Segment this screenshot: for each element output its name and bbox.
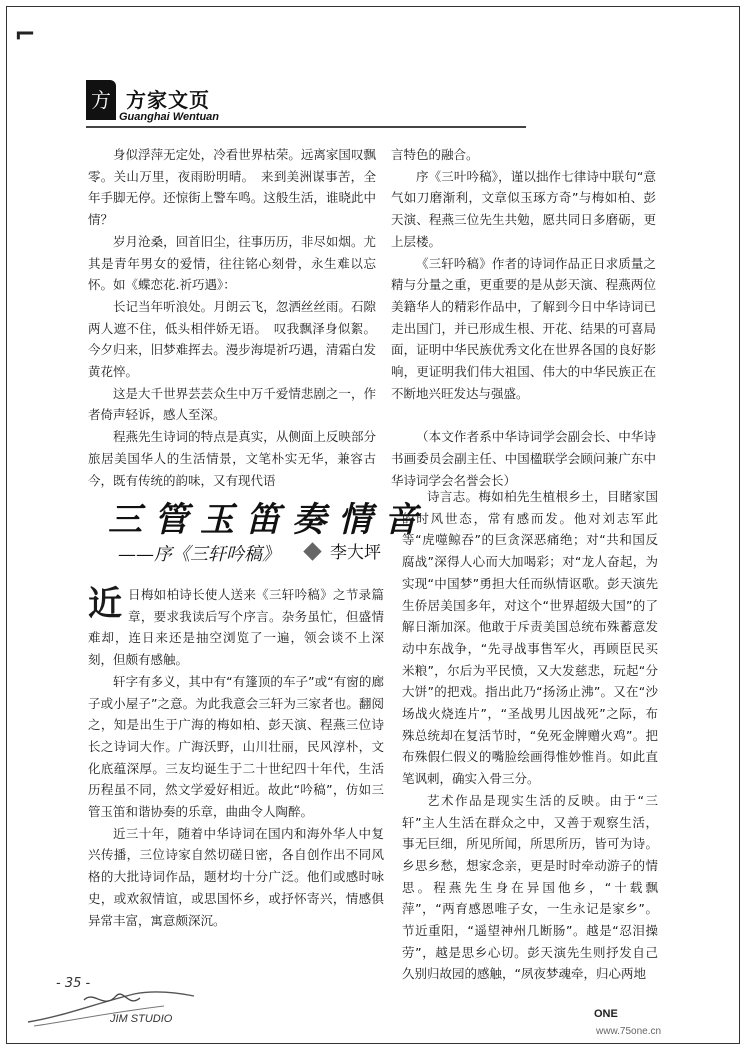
section-subtitle: Guanghai Wentuan xyxy=(119,111,220,123)
studio-text: JIM STUDIO xyxy=(110,1013,173,1025)
paragraph: 岁月沧桑，回首旧尘，往事历历，非尽如烟。尤其是青年男女的爱情，往往铭心刻骨，永生难以忘怀。如《蝶恋花.祈巧遇》： xyxy=(88,233,376,293)
paragraph: 《三轩吟稿》作者的诗词作品正日求质量之精与分量之重，更重要的是从彭天演、程燕两位美籍华人的精彩作品中，了解到今日中华诗词已走出国门，并已形成生根、开花、结果的可喜局面，证明中华民族优秀文化在世界各国的良好影响，更证明我们伟大祖国、伟大的中华民族正在不断地兴旺发达与强盛。 xyxy=(391,255,656,401)
section-logo-icon: 方 xyxy=(86,80,116,120)
section-title: 方家文页 xyxy=(126,88,210,112)
first-paragraph xyxy=(88,584,384,671)
paragraph: 这是大千世界芸芸众生中万千爱情悲剧之一，作者倚声轻诉，感人至深。 xyxy=(88,385,376,423)
studio-signature-logo xyxy=(24,986,204,1028)
paragraph: 言特色的融合。 xyxy=(391,147,479,162)
author-note: （本文作者系中华诗词学会副会长、中华诗书画委员会副主任、中国楹联学会顾问兼广东中华诗词学会名誉会长） xyxy=(391,429,656,488)
header-rule xyxy=(86,126,526,128)
paragraph: 近三十年，随着中华诗词在国内和海外华人中复兴传播，三位诗家自然切磋日密，各自创作出不同风格的大批诗词作品，题材均十分广泛。他们或感时咏史，或欢叙情谊，或思国怀乡，或抒怀寄兴，情感俱异常丰富，寓意颇深沉。 xyxy=(88,825,384,928)
article-title: 三管玉笛奏情音 xyxy=(108,500,430,540)
column-bottom-left xyxy=(88,584,384,931)
article-subtitle: ——序《三轩吟稿》 xyxy=(118,544,280,565)
corner-mark: ⌐ xyxy=(14,20,36,50)
paragraph: 程燕先生诗词的特点是真实，从侧面上反映部分旅居美国华人的生活情景，文笔朴实无华，兼容古今，既有传统的韵味，又有现代语 xyxy=(88,429,376,488)
section-header xyxy=(86,76,526,132)
paragraph: 轩字有多义，其中有“有篷顶的车子”或“有窗的廊子或小屋子”之意。为此我意会三轩为三家者也。翻阅之，知是出生于广海的梅如柏、彭天演、程燕三位诗长之诗词大作。广海沃野，山川壮丽，民风淳朴，文化底蕴深厚。三友均诞生于二十世纪四十年代，生活历程虽不同，然文学爱好相近。故此“吟稿”，仿如三管玉笛和谐协奏的乐章，曲曲令人陶醉。 xyxy=(88,673,384,820)
paragraph: 艺术作品是现实生活的反映。由于“三轩”主人生活在群众之中，又善于观察生活，事无巨细，所见所闻，所思所历，皆可为诗。乡思乡愁，想家念亲，更是时时牵动游子的情思。程燕先生身在异国他乡，“十载飘萍”，“两育感恩唯子女，一生永记是家乡”。节近重阳，“遥望神州几断肠”。越是“忍泪操劳”，越是思乡心切。彭天演先生则抒发自己久别归故园的感触，“夙夜梦魂牵，归心两地 xyxy=(402,792,658,982)
paragraph: 身似浮萍无定处，冷看世界枯荣。远离家国叹飘零。关山万里，夜雨盼明晴。 来到美洲谋事苦，全年手脚无停。还惊街上警车鸣。这般生活，谁晓此中情？ xyxy=(88,147,376,228)
column-top-right xyxy=(391,144,656,492)
column-top-left xyxy=(88,144,376,491)
first-paragraph-text: 日梅如柏诗长使人送来《三轩吟稿》之节录篇章，要求我读后写个序言。杂务虽忙，但盛情难却，连日来还是抽空浏览了一遍，领会谈不上深刻，但颇有感触。 xyxy=(88,587,384,668)
paragraph: 长记当年听浪处。月朗云飞，忽洒丝丝雨。石隙两人遮不住，低头相伴娇无语。 叹我飘泽身似絮。今夕归来，旧梦难挥去。漫步海堤祈巧遇，清霜白发黄花悴。 xyxy=(88,298,376,380)
watermark-url: www.75one.cn xyxy=(596,1026,662,1037)
paragraph: 诗言志。梅如柏先生植根乡土，目睹家国的时风世态，常有感而发。他对刘志军此等“虎噬鲸吞”的巨贪深恶痛绝；对“共和国反腐战”深得人心而大加喝彩；对“龙人奋起，为实现“中国梦”勇担大任而纵情讴歌。彭天演先生侨居美国多年，对这个“世界超级大国”的了解日渐加深。他敢于斥责美国总统布殊蓄意发动中东战争，“先寻战事售军火，再顾臣民买米粮”，尔后为平民愤，又大发慈悲，玩起“分大饼”的把戏。指出此乃“扬汤止沸”。又在“沙场战火烧连片”，“圣战男儿因战死”之际，布殊总统却在复活节时，“免死金牌赠火鸡”。把布殊假仁假义的嘴脸绘画得惟妙惟肖。如此直笔讽刺，确实入骨三分。 xyxy=(402,489,658,787)
watermark-logo: ONE xyxy=(594,1008,618,1020)
article-author: 李大坪 xyxy=(330,543,381,563)
page-number: - 35 - xyxy=(56,976,91,991)
column-bottom-right xyxy=(402,486,658,985)
paragraph: 序《三叶吟稿》，谨以拙作七律诗中联句“意气如刀磨渐利，文章似玉琢方奇”与梅如柏、彭天演、程燕三位先生共勉，愿共同日多磨砺，更上层楼。 xyxy=(391,168,656,249)
drop-cap: 近 xyxy=(88,584,122,624)
